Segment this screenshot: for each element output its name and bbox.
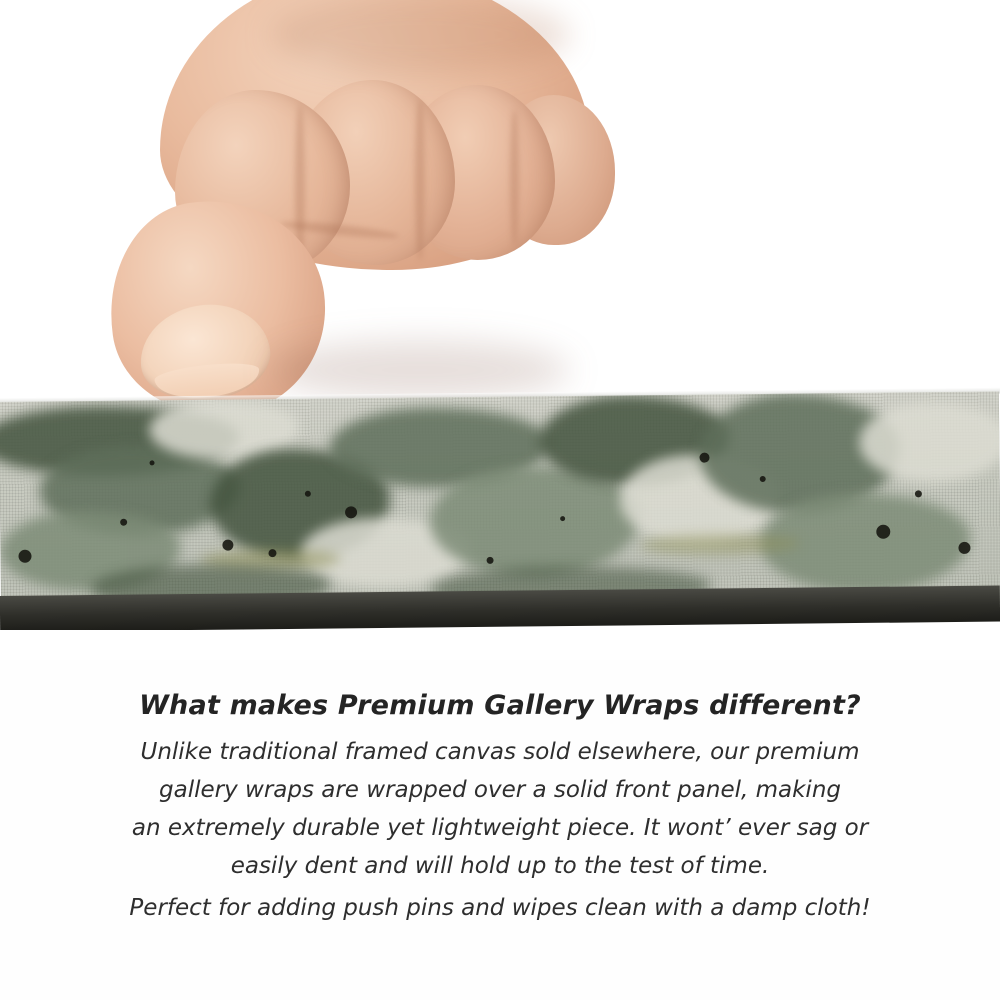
caption-heading: What makes Premium Gallery Wraps different? <box>139 690 861 721</box>
hand-shadow <box>270 340 570 400</box>
caption-line-2: gallery wraps are wrapped over a solid front panel, making <box>159 777 841 803</box>
caption-line-1: Unlike traditional framed canvas sold elsewhere, our premium <box>140 739 860 765</box>
caption-line-5: Perfect for adding push pins and wipes clean with a damp cloth! <box>129 895 871 921</box>
finger-crease <box>415 100 425 260</box>
hand-illustration <box>120 0 620 430</box>
caption-line-4: easily dent and will hold up to the test of time. <box>230 853 770 879</box>
canvas-edge-strip <box>0 392 1000 614</box>
caption-line-3: an extremely durable yet lightweight piece. It wont’ ever sag or <box>131 815 869 841</box>
finger-crease <box>510 110 519 245</box>
caption-block <box>0 690 1000 927</box>
photo-bottom-fade <box>0 630 1000 660</box>
